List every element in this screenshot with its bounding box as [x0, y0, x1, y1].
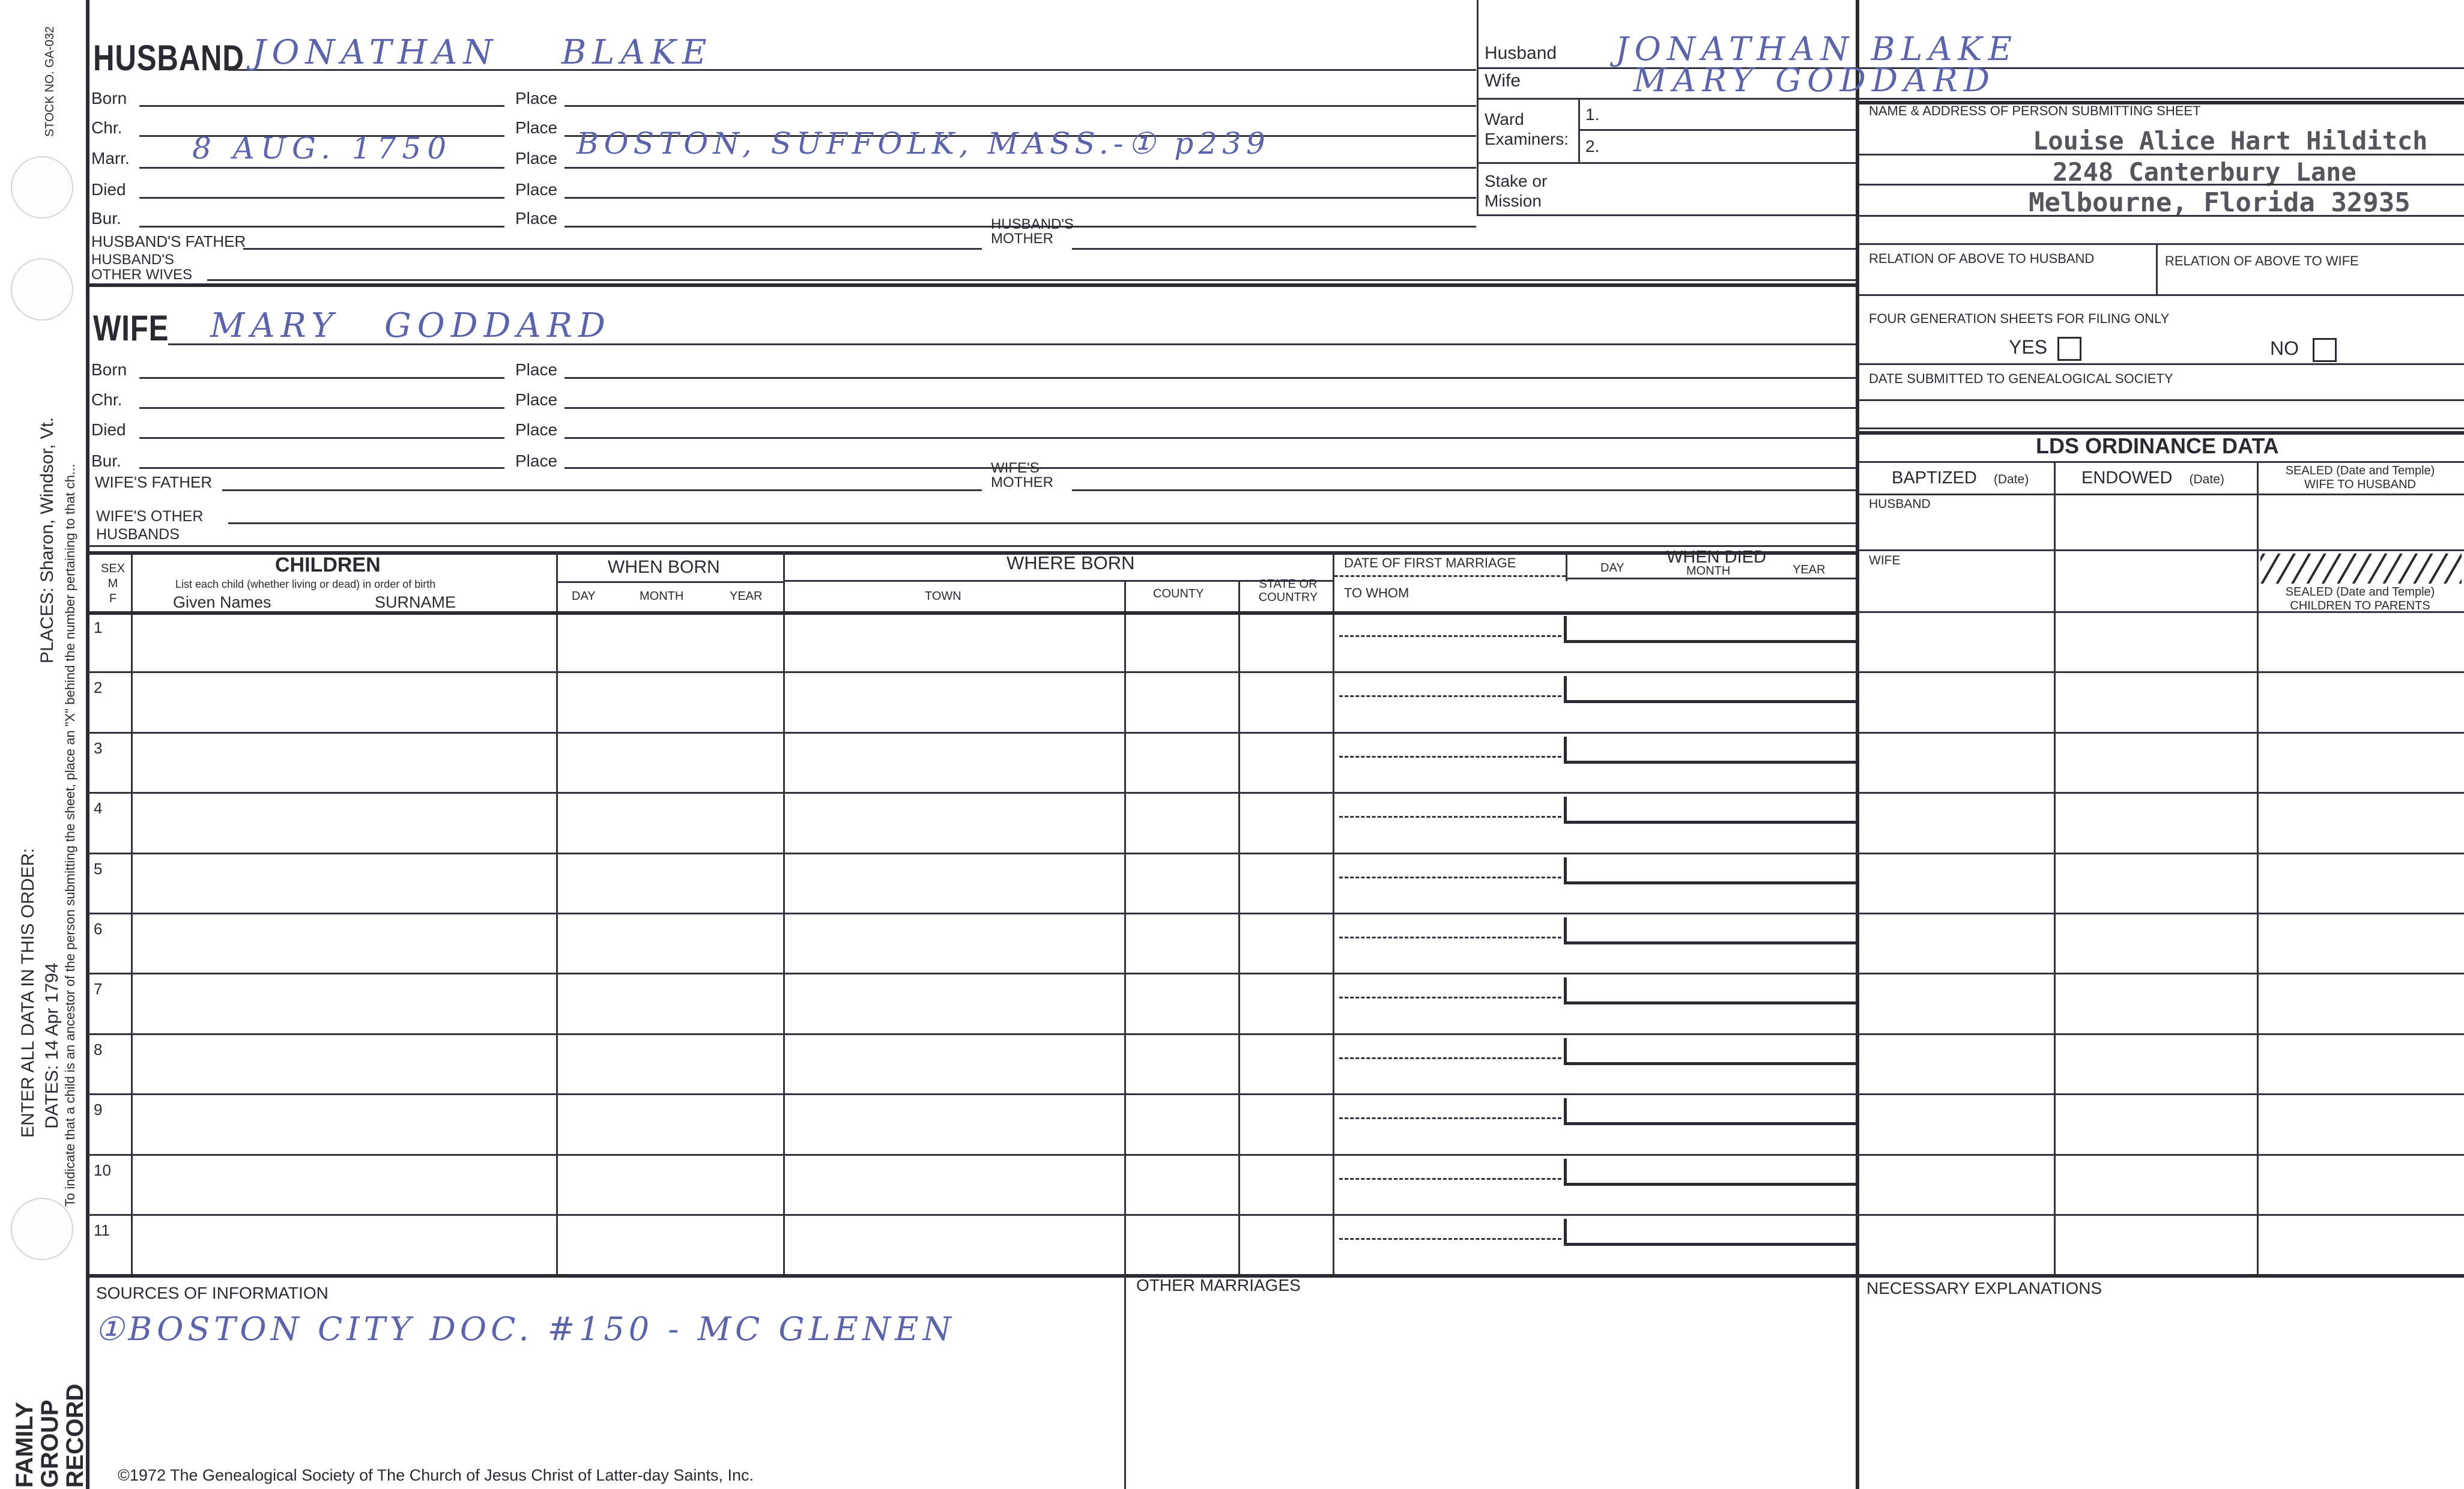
- child-row-line: [86, 732, 2464, 734]
- state-country-header: STATE OR COUNTRY: [1258, 578, 1318, 604]
- wife-section-divider: [86, 283, 1856, 287]
- born-month-header: MONTH: [640, 590, 684, 603]
- child-marriage-date-line: [1339, 937, 1561, 938]
- topbox-wife-value[interactable]: MARY GODDARD: [1633, 61, 1996, 99]
- child-marriage-date-line: [1339, 695, 1561, 697]
- endowed-header: ENDOWED (Date): [2081, 468, 2224, 488]
- relation-to-wife-label: RELATION OF ABOVE TO WIFE: [2165, 253, 2359, 268]
- child-row-number: 5: [94, 860, 103, 878]
- sex-header: SEX M F: [100, 562, 126, 605]
- submitter-city: Melbourne, Florida 32935: [2029, 187, 2411, 218]
- sources-label: SOURCES OF INFORMATION: [96, 1284, 328, 1302]
- date-submitted-label: DATE SUBMITTED TO GENEALOGICAL SOCIETY: [1869, 371, 2173, 386]
- child-marriage-date-line: [1339, 877, 1561, 878]
- other-marriages-label: OTHER MARRIAGES: [1136, 1276, 1301, 1294]
- when-died-header: WHEN DIED: [1666, 548, 1766, 567]
- given-names-header: Given Names: [173, 593, 271, 611]
- surname-header: SURNAME: [375, 593, 456, 611]
- child-marriage-date-line: [1339, 1238, 1561, 1240]
- child-marriage-date-line: [1339, 1057, 1561, 1059]
- child-row-number: 10: [94, 1161, 111, 1179]
- husband-marr-label: Marr.: [91, 149, 130, 168]
- binder-hole-bottom: [11, 1198, 73, 1260]
- dates-note: DATES: 14 Apr 1794: [42, 962, 62, 1129]
- topbox-husband-label: Husband: [1485, 43, 1557, 63]
- husband-born-label: Born: [91, 89, 127, 107]
- husband-surname[interactable]: BLAKE: [562, 33, 713, 72]
- topbox-husband-value[interactable]: JONATHAN BLAKE: [1615, 30, 2018, 68]
- child-row-number: 6: [94, 920, 103, 938]
- wife-chr-label: Chr.: [91, 390, 123, 409]
- copyright-notice: ©1972 The Genealogical Society of The Church of Jesus Christ of Latter-day Saints, Inc.: [118, 1466, 754, 1484]
- no-checkbox[interactable]: [2313, 338, 2337, 362]
- submitter-label: NAME & ADDRESS OF PERSON SUBMITTING SHEET: [1869, 103, 2201, 118]
- submitter-street: 2248 Canterbury Lane: [2053, 157, 2357, 187]
- child-death-date-bracket: [1564, 1219, 1859, 1246]
- children-subtitle: List each child (whether living or dead) in order of birth: [175, 578, 436, 590]
- lds-husband-label: HUSBAND: [1869, 497, 1931, 511]
- child-death-date-bracket: [1564, 1038, 1859, 1065]
- child-death-date-bracket: [1564, 797, 1859, 824]
- yes-checkbox[interactable]: [2057, 337, 2081, 361]
- sealed-hatched-cell: [2260, 554, 2462, 584]
- children-header-bottom: [86, 611, 1856, 615]
- child-marriage-date-line: [1339, 756, 1561, 758]
- wife-bur-place-label: Place: [515, 452, 558, 470]
- child-row-line: [86, 973, 2464, 974]
- died-day-header: DAY: [1600, 561, 1624, 575]
- child-row-line: [86, 671, 2464, 673]
- child-death-date-bracket: [1564, 737, 1859, 764]
- child-marriage-date-line: [1339, 1117, 1561, 1119]
- husband-title: HUSBAND: [93, 38, 244, 78]
- county-header: COUNTY: [1153, 587, 1204, 600]
- examiners-label: Examiners:: [1485, 130, 1569, 148]
- husband-chr-place-label: Place: [515, 118, 558, 137]
- wife-given-name[interactable]: MARY: [210, 306, 340, 345]
- husband-born-place-label: Place: [515, 89, 558, 107]
- child-row-line: [86, 913, 2464, 914]
- examiner-2-label: 2.: [1585, 137, 1600, 156]
- child-death-date-bracket: [1564, 857, 1859, 884]
- enter-order-note: ENTER ALL DATA IN THIS ORDER:: [18, 848, 38, 1138]
- child-row-number: 1: [94, 618, 103, 636]
- wife-born-label: Born: [91, 360, 127, 379]
- wife-father-label: WIFE'S FATHER: [95, 473, 213, 491]
- lds-ordinance-title: LDS ORDINANCE DATA: [2036, 433, 2279, 458]
- wife-other-husbands-label: WIFE'S OTHER HUSBANDS: [96, 508, 204, 543]
- died-year-header: YEAR: [1793, 563, 1826, 576]
- child-row-number: 11: [94, 1221, 110, 1239]
- stock-number: STOCK NO. GA-032: [43, 26, 56, 137]
- family-group-record-title: FAMILY GROUP RECORD: [11, 1383, 88, 1488]
- ward-label: Ward: [1485, 110, 1524, 128]
- yes-option[interactable]: YES: [2009, 336, 2081, 361]
- baptized-header: BAPTIZED (Date): [1892, 468, 2029, 488]
- child-marriage-date-line: [1339, 1178, 1561, 1180]
- wife-born-place-label: Place: [515, 360, 558, 379]
- ancestor-instruction: To indicate that a child is an ancestor of the person submitting the sheet, place an "X" behind the number pertaining to that ch...: [62, 464, 77, 1207]
- child-row-number: 9: [94, 1101, 103, 1119]
- husband-died-place-label: Place: [515, 180, 558, 199]
- places-note: PLACES: Sharon, Windsor, Vt.: [37, 417, 57, 663]
- child-death-date-bracket: [1564, 917, 1859, 944]
- wife-title: WIFE: [93, 308, 169, 348]
- no-option[interactable]: NO: [2270, 337, 2337, 362]
- husband-father-label: HUSBAND'S FATHER: [91, 232, 246, 250]
- husband-marr-place-label: Place: [515, 149, 558, 168]
- wife-mother-label: WIFE'S MOTHER: [991, 460, 1053, 491]
- child-marriage-date-line: [1339, 635, 1561, 637]
- child-row-line: [86, 1093, 2464, 1095]
- four-generation-label: FOUR GENERATION SHEETS FOR FILING ONLY: [1869, 311, 2170, 326]
- necessary-explanations-label: NECESSARY EXPLANATIONS: [1866, 1279, 2102, 1297]
- died-month-header: MONTH: [1686, 564, 1731, 578]
- sources-text[interactable]: ①BOSTON CITY DOC. #150 - MC GLENEN: [95, 1310, 955, 1348]
- topbox-wife-label: Wife: [1485, 71, 1521, 91]
- child-row-number: 4: [94, 799, 103, 817]
- child-row-number: 7: [94, 980, 103, 998]
- child-marriage-date-line: [1339, 997, 1561, 998]
- child-row-line: [86, 853, 2464, 854]
- child-death-date-bracket: [1564, 1098, 1859, 1125]
- child-death-date-bracket: [1564, 616, 1859, 643]
- husband-marriage-date[interactable]: 8 AUG. 1750: [192, 131, 453, 166]
- town-header: TOWN: [925, 590, 961, 603]
- born-day-header: DAY: [572, 590, 596, 603]
- born-year-header: YEAR: [730, 590, 763, 603]
- husband-given-name[interactable]: JONATHAN: [252, 33, 499, 72]
- child-row-line: [86, 1154, 2464, 1156]
- husband-marriage-place[interactable]: BOSTON, SUFFOLK, MASS.-① p239: [577, 126, 1270, 161]
- children-title: CHILDREN: [275, 554, 381, 576]
- wife-died-place-label: Place: [515, 420, 558, 439]
- where-born-header: WHERE BORN: [1006, 552, 1135, 573]
- husband-died-label: Died: [91, 180, 126, 199]
- husband-bur-place-label: Place: [515, 209, 558, 228]
- to-whom-header: TO WHOM: [1344, 585, 1409, 600]
- wife-surname[interactable]: GODDARD: [384, 306, 611, 345]
- stake-mission-label: Stake or Mission: [1485, 172, 1548, 210]
- submitter-name: Louise Alice Hart Hilditch: [2033, 126, 2428, 156]
- wife-bur-label: Bur.: [91, 452, 121, 470]
- lds-wife-label: WIFE: [1869, 554, 1901, 567]
- husband-bur-label: Bur.: [91, 209, 121, 228]
- first-marriage-header: DATE OF FIRST MARRIAGE: [1344, 555, 1516, 570]
- wife-chr-place-label: Place: [515, 390, 558, 409]
- sealed-wife-header: SEALED (Date and Temple) WIFE TO HUSBAND: [2285, 464, 2435, 491]
- husband-mother-label: HUSBAND'S MOTHER: [991, 216, 1074, 247]
- when-born-header: WHEN BORN: [608, 557, 720, 577]
- child-row-number: 8: [94, 1040, 103, 1059]
- binder-hole-top: [11, 156, 73, 219]
- child-death-date-bracket: [1564, 676, 1859, 703]
- form-left-border: [86, 0, 89, 1489]
- child-death-date-bracket: [1564, 977, 1859, 1004]
- husband-other-wives-label: HUSBAND'S OTHER WIVES: [91, 252, 193, 283]
- relation-to-husband-label: RELATION OF ABOVE TO HUSBAND: [1869, 251, 2095, 266]
- child-row-number: 3: [94, 739, 103, 757]
- child-row-line: [86, 1033, 2464, 1035]
- child-row-line: [86, 792, 2464, 794]
- child-row-number: 2: [94, 678, 103, 696]
- examiner-1-label: 1.: [1585, 105, 1600, 124]
- sealed-children-header: SEALED (Date and Temple) CHILDREN TO PARENTS: [2285, 585, 2435, 612]
- husband-chr-label: Chr.: [91, 118, 123, 137]
- binder-hole-middle: [11, 258, 73, 321]
- child-row-line: [86, 1214, 2464, 1216]
- child-marriage-date-line: [1339, 816, 1561, 818]
- child-death-date-bracket: [1564, 1159, 1859, 1186]
- wife-died-label: Died: [91, 420, 126, 439]
